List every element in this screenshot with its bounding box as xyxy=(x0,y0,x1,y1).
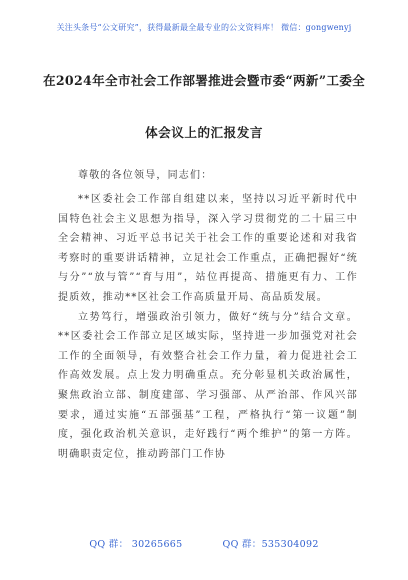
greeting: 尊敬的各位领导，同志们： xyxy=(78,170,213,181)
paragraph: **区委社会工作部自组建以来，坚持以习近平新时代中国特色社会主义思想为指导，深入学习贯彻党的二十届三中全会精神、习近平总书记关于社会工作的重要论述和对我省考察时的重要讲话精神，立足社会工作重点，正确把握好“统与分”“放与管”“育与用”，站位再提高、措施更有力、工作提质效，推动**区社会工作高质量开局、高品质发展。 xyxy=(58,194,358,303)
footer-qq-1: QQ 群： 30265665 xyxy=(89,539,183,550)
footer-qq-groups xyxy=(0,536,408,550)
document-title-line-2: 体会议上的汇报发言 xyxy=(145,125,263,140)
paragraph: 立势笃行，增强政治引领力，做好“统与分”结合文章。**区委社会工作部立足区域实际，坚持进一步加强党对社会工作的全面领导，有效整合社会工作力量，着力促进社会工作高效发展。点上发力明确重点。充分彰显机关政治属性，聚焦政治立部、制度建部、学习强部、从严治部、作风兴部要求，通过实施“五部强基”工程，严格执行“第一议题”制度，强化政治机关意识，走好践行“两个维护”的第一方阵。明确职责定位，推动跨部门工作协 xyxy=(58,311,358,460)
document-body xyxy=(58,190,358,464)
footer-qq-2: QQ 群：535304092 xyxy=(222,539,319,550)
header-promo-note: 关注头条号“公文研究”，获得最新最全最专业的公文资料库！ 微信：gongwenyj xyxy=(56,23,352,32)
document-title-line-1: 在2024年全市社会工作部署推进会暨市委“两新”工委全 xyxy=(42,73,366,88)
